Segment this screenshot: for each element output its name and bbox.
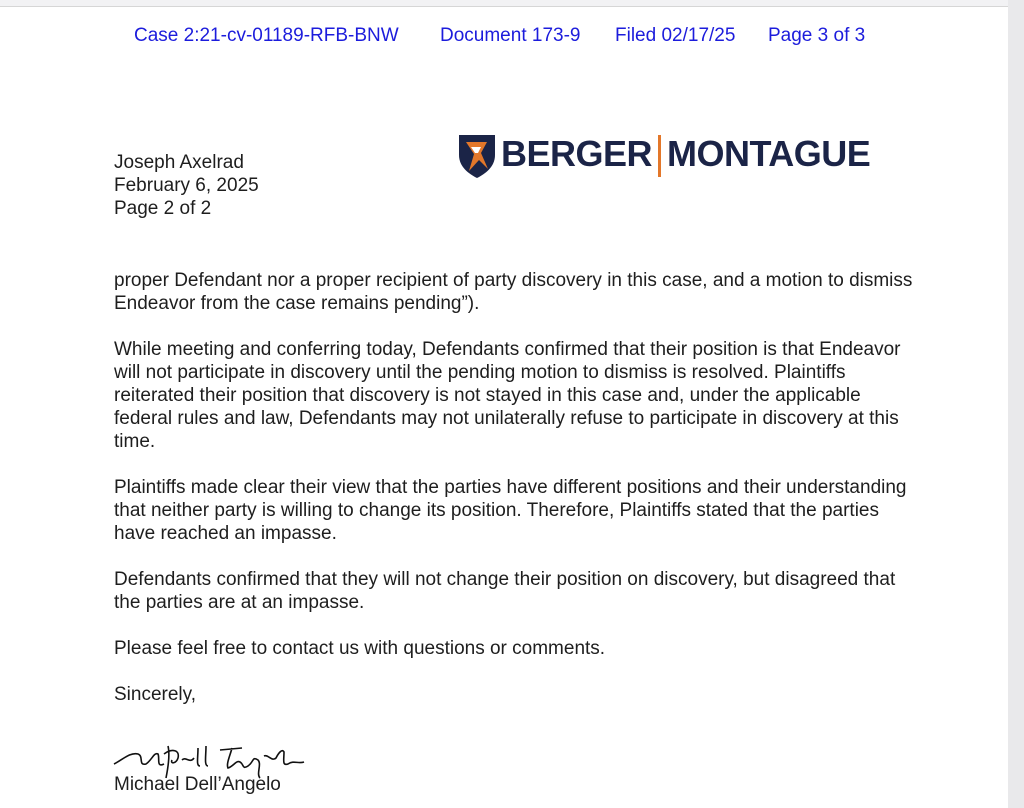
- paragraph: Plaintiffs made clear their view that the parties have different positions and their understanding that neither party is willing to change its position. Therefore, Plaintiffs stated that the parties have reached an impasse.: [114, 477, 907, 544]
- vertical-scrollbar[interactable]: [1008, 0, 1024, 807]
- logo-word-right: MONTAGUE: [667, 133, 871, 174]
- document-number: Document 173-9: [440, 25, 581, 46]
- letter-date: February 6, 2025: [114, 175, 259, 196]
- paragraph: Defendants confirmed that they will not change their position on discovery, but disagreed that the parties are at an impasse.: [114, 569, 896, 613]
- paragraph: Please feel free to contact us with questions or comments.: [114, 638, 606, 659]
- logo-divider: [658, 135, 661, 177]
- letter-page: Page 2 of 2: [114, 198, 212, 219]
- addressee-name: Joseph Axelrad: [114, 152, 244, 173]
- document-page: [0, 6, 1008, 808]
- filed-date: Filed 02/17/25: [615, 25, 736, 46]
- firm-logo: [457, 131, 887, 183]
- closing: Sincerely,: [114, 684, 197, 705]
- firm-shield-icon: [457, 133, 497, 179]
- logo-word-left: BERGER: [501, 133, 653, 174]
- letter-body: [114, 269, 914, 729]
- paragraph: While meeting and conferring today, Defendants confirmed that their position is that Endeavor will not participate in discovery until the pending motion to dismiss is resolved. Plaintiffs reiterated their position that discovery is not stayed in this case and, under the applicable federal rules and law, Defendants may not unilaterally refuse to participate in discovery at this time.: [114, 339, 901, 452]
- signatory-name: Michael Dell’Angelo: [114, 774, 281, 795]
- page-count: Page 3 of 3: [768, 25, 866, 46]
- case-number: Case 2:21-cv-01189-RFB-BNW: [134, 25, 399, 46]
- paragraph: proper Defendant nor a proper recipient of party discovery in this case, and a motion to dismiss Endeavor from the case remains pending”).: [114, 270, 913, 314]
- letter-heading: [114, 151, 259, 220]
